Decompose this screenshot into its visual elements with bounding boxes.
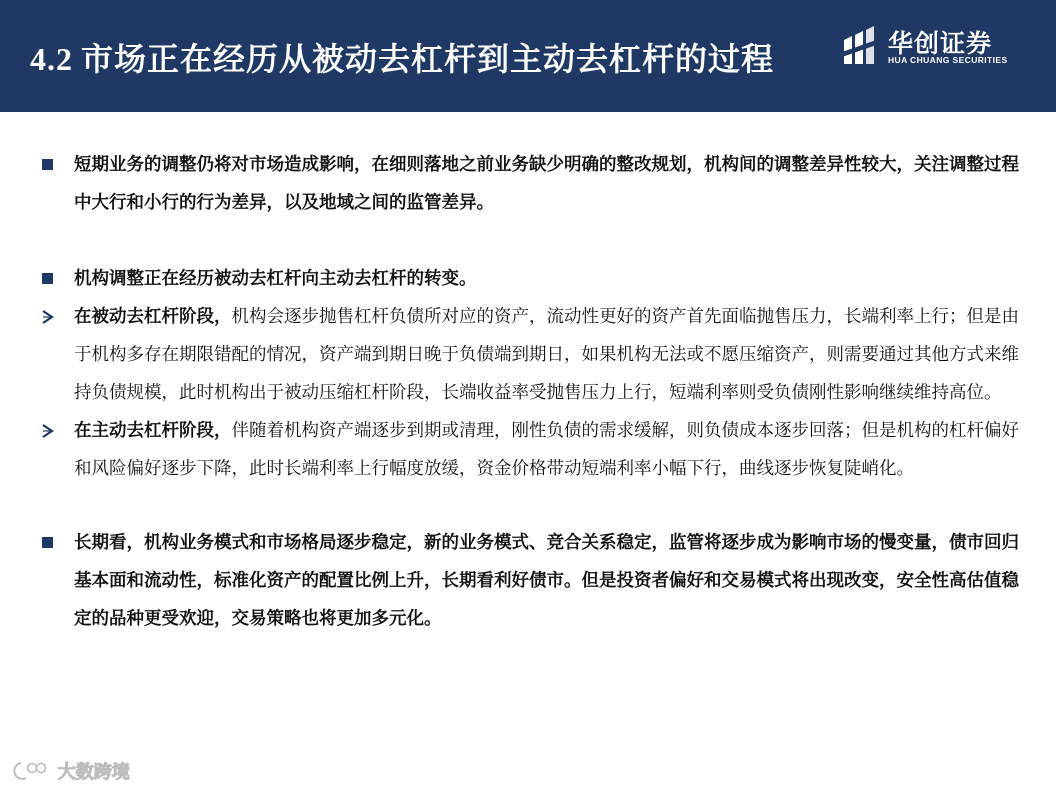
logo-mark-icon (842, 26, 882, 66)
square-bullet-icon (42, 159, 53, 170)
spacer (40, 488, 1020, 524)
bullet-text: 短期业务的调整仍将对市场造成影响，在细则落地之前业务缺少明确的整改规划，机构间的调整差异性较大，关注调整过程中大行和小行的行为差异，以及地域之间的监管差异。 (74, 155, 1019, 213)
watermark-text: 大数跨境 (57, 762, 130, 783)
watermark-logo-icon (12, 760, 52, 782)
bullet-item-1 (40, 146, 1020, 222)
sub-bullet-text: 机构会逐步抛售杠杆负债所对应的资产，流动性更好的资产首先面临抛售压力，长端利率上行；但是由于机构多存在期限错配的情况，资产端到期日晚于负债端到期日，如果机构无法或不愿压缩资产，则需要通过其他方式来维持负债规模，此时机构出于被动压缩杠杆阶段，长端收益率受抛售压力上行，短端利率则受负债刚性影响继续维持高位。 (74, 307, 1019, 403)
bullet-item-2 (40, 260, 1020, 298)
sub-bullet-lead: 在被动去杠杆阶段， (74, 307, 232, 327)
logo-name-en: HUA CHUANG SECURITIES (888, 55, 1008, 65)
title-text: 市场正在经历从被动去杠杆到主动去杠杆的过程 (81, 40, 775, 78)
section-number: 4.2 (30, 41, 73, 77)
bullet-item-3 (40, 524, 1020, 638)
bullet-list (40, 146, 1020, 638)
watermark (12, 758, 130, 786)
square-bullet-icon (42, 273, 53, 284)
bullet-text: 长期看，机构业务模式和市场格局逐步稳定，新的业务模式、竞合关系稳定，监管将逐步成为影响市场的慢变量，债市回归基本面和流动性，标准化资产的配置比例上升，长期看利好债市。但是投资者偏好和交易模式将出现改变，安全性高估值稳定的品种更受欢迎，交易策略也将更加多元化。 (74, 533, 1019, 629)
logo-name-cn: 华创证券 (888, 29, 993, 58)
slide-header (0, 0, 1056, 112)
spacer (40, 222, 1020, 260)
arrow-bullet-icon (40, 423, 56, 439)
square-bullet-icon (42, 537, 53, 548)
sub-bullet-active (40, 412, 1020, 488)
sub-bullet-lead: 在主动去杠杆阶段， (74, 421, 232, 441)
slide-title (30, 34, 774, 80)
bullet-text: 机构调整正在经历被动去杠杆向主动去杠杆的转变。 (74, 269, 477, 289)
sub-bullet-passive (40, 298, 1020, 412)
sub-bullet-text: 伴随着机构资产端逐步到期或清理，刚性负债的需求缓解，则负债成本逐步回落；但是机构的杠杆偏好和风险偏好逐步下降，此时长端利率上行幅度放缓，资金价格带动短端利率小幅下行，曲线逐步恢复陡峭化。 (74, 421, 1019, 479)
company-logo (842, 24, 1042, 72)
arrow-bullet-icon (40, 309, 56, 325)
